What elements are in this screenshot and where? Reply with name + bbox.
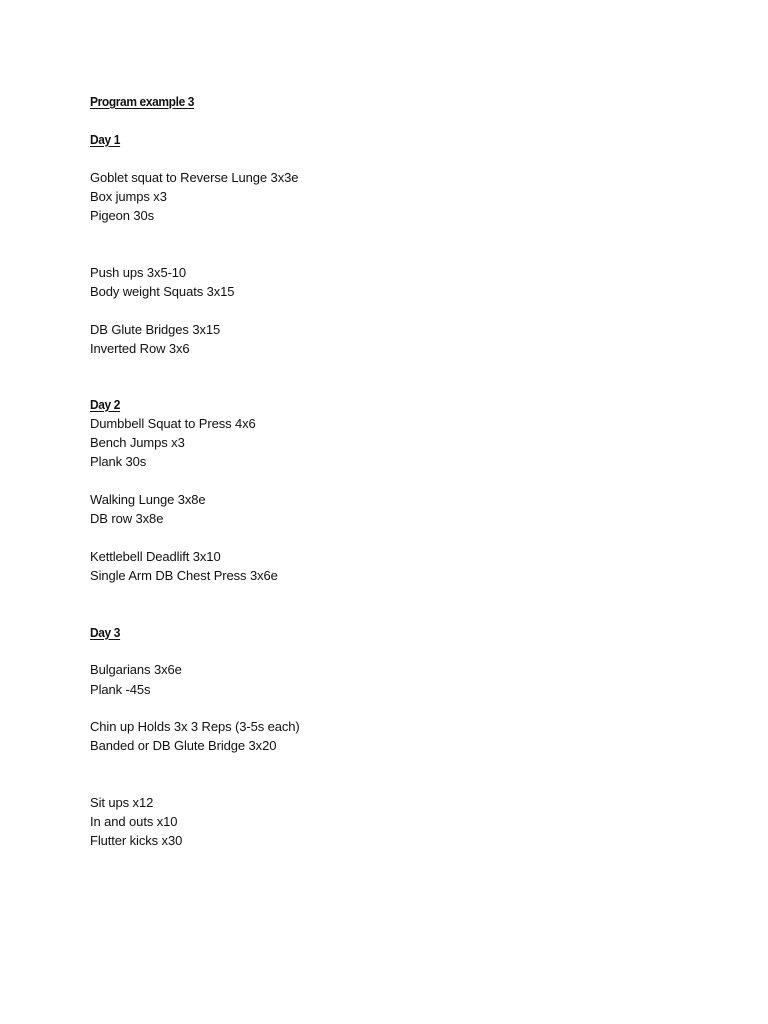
exercise-line: Flutter kicks x30: [90, 833, 183, 848]
exercise-line: Walking Lunge 3x8e: [90, 492, 206, 507]
day-1-heading: Day 1: [90, 132, 121, 147]
exercise-line: Box jumps x3: [90, 189, 167, 204]
exercise-line: Body weight Squats 3x15: [90, 284, 235, 299]
exercise-line: Bench Jumps x3: [90, 435, 185, 450]
exercise-line: Goblet squat to Reverse Lunge 3x3e: [90, 170, 299, 185]
exercise-line: Chin up Holds 3x 3 Reps (3-5s each): [90, 719, 300, 734]
day-3-heading: Day 3: [90, 625, 121, 640]
exercise-line: Single Arm DB Chest Press 3x6e: [90, 568, 278, 583]
exercise-line: Sit ups x12: [90, 795, 154, 810]
exercise-line: DB Glute Bridges 3x15: [90, 322, 221, 337]
exercise-line: DB row 3x8e: [90, 511, 164, 526]
exercise-line: Pigeon 30s: [90, 208, 155, 223]
exercise-line: Bulgarians 3x6e: [90, 662, 182, 677]
exercise-line: In and outs x10: [90, 814, 178, 829]
exercise-line: Banded or DB Glute Bridge 3x20: [90, 738, 277, 753]
exercise-line: Push ups 3x5-10: [90, 265, 187, 280]
exercise-line: Inverted Row 3x6: [90, 341, 190, 356]
document-title: Program example 3: [90, 94, 195, 109]
exercise-line: Plank 30s: [90, 454, 147, 469]
exercise-line: Kettlebell Deadlift 3x10: [90, 549, 221, 564]
exercise-line: Dumbbell Squat to Press 4x6: [90, 416, 256, 431]
day-2-heading: Day 2: [90, 397, 121, 412]
exercise-line: Plank -45s: [90, 682, 151, 697]
